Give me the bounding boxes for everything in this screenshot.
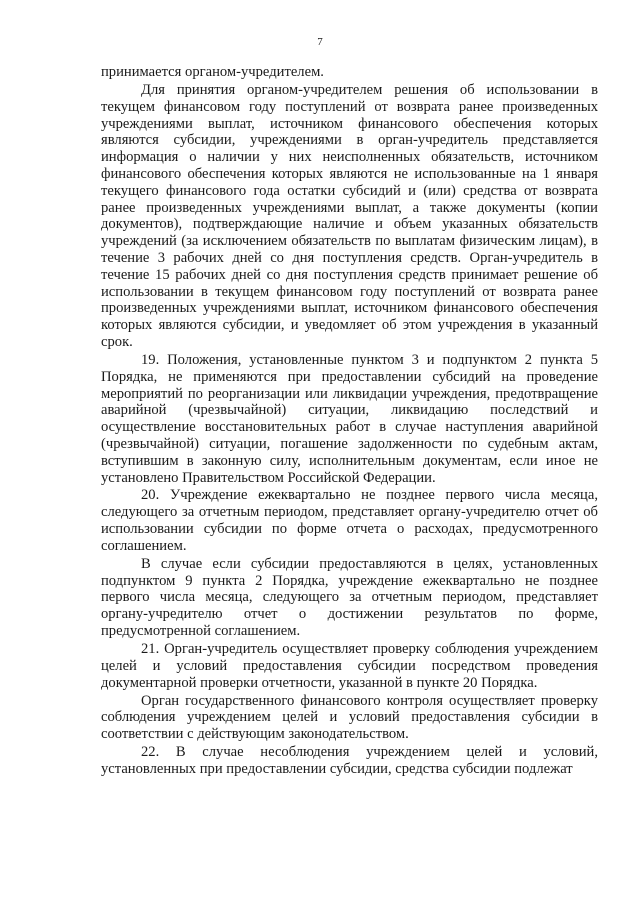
paragraph-financial-control: Орган государственного финансового контроля осуществляет проверку соблюдения учреждением целей и условий предоставления субсидии в соответствии с действующим законодательством. xyxy=(101,692,598,743)
paragraph-item-20-case: В случае если субсидии предоставляются в целях, установленных подпунктом 9 пункта 2 Порядка, учреждение ежеквартально не позднее первого числа месяца, следующего за отчетным периодом, представляет органу-учредителю отчет о достижении результатов по форме, предусмотренной соглашением. xyxy=(101,555,598,640)
paragraph-item-22: 22. В случае несоблюдения учреждением целей и условий, установленных при предоставлении субсидии, средства субсидии подлежат xyxy=(101,744,598,777)
paragraph-item-19: 19. Положения, установленные пунктом 3 и подпунктом 2 пункта 5 Порядка, не применяются при предоставлении субсидий на проведение мероприятий по реорганизации или ликвидации учреждения, предотвращение аварийной (чрезвычайной) ситуации, ликвидацию последствий и осуществление восстановительных работ в случае наступления аварийной (чрезвычайной) ситуации, погашение задолженности по судебным актам, вступившим в законную силу, исполнительным документам, если иное не установлено Правительством Российской Федерации. xyxy=(101,351,598,486)
paragraph-item-20: 20. Учреждение ежеквартально не позднее первого числа месяца, следующего за отчетным периодом, представляет органу-учредителю отчет об использовании субсидии по форме отчета о расходах, предусмотренного соглашением. xyxy=(101,487,598,554)
page-number: 7 xyxy=(317,36,323,48)
paragraph-continuation: принимается органом-учредителем. xyxy=(101,64,324,80)
paragraph-decision-info: Для принятия органом-учредителем решения об использовании в текущем финансовом году поступлений от возврата ранее произведенных учреждениями выплат, источником финансового обеспечения которых являются субсидии, учреждениями в орган-учредитель представляется информация о наличии у них неисполненных обязательств, источником финансового обеспечения которых являются не использованные на 1 января текущего финансового года остатки субсидий и (или) средства от возврата ранее произведенных учреждениями выплат, а также документы (копии документов), подтверждающие наличие и объем указанных обязательств учреждений (за исключением обязательств по выплатам физическим лицам), в течение 3 рабочих дней со дня поступления средств. Орган-учредитель в течение 15 рабочих дней со дня поступления средств принимает решение об использовании в текущем финансовом году поступлений от возврата ранее произведенных учреждениями выплат, источником финансового обеспечения которых являются субсидии, и уведомляет об этом учреждения в указанный срок. xyxy=(101,81,598,350)
document-body xyxy=(101,64,598,779)
paragraph-item-21: 21. Орган-учредитель осуществляет проверку соблюдения учреждением целей и условий предоставления субсидии посредством проведения документарной проверки отчетности, указанной в пункте 20 Порядка. xyxy=(101,641,598,691)
